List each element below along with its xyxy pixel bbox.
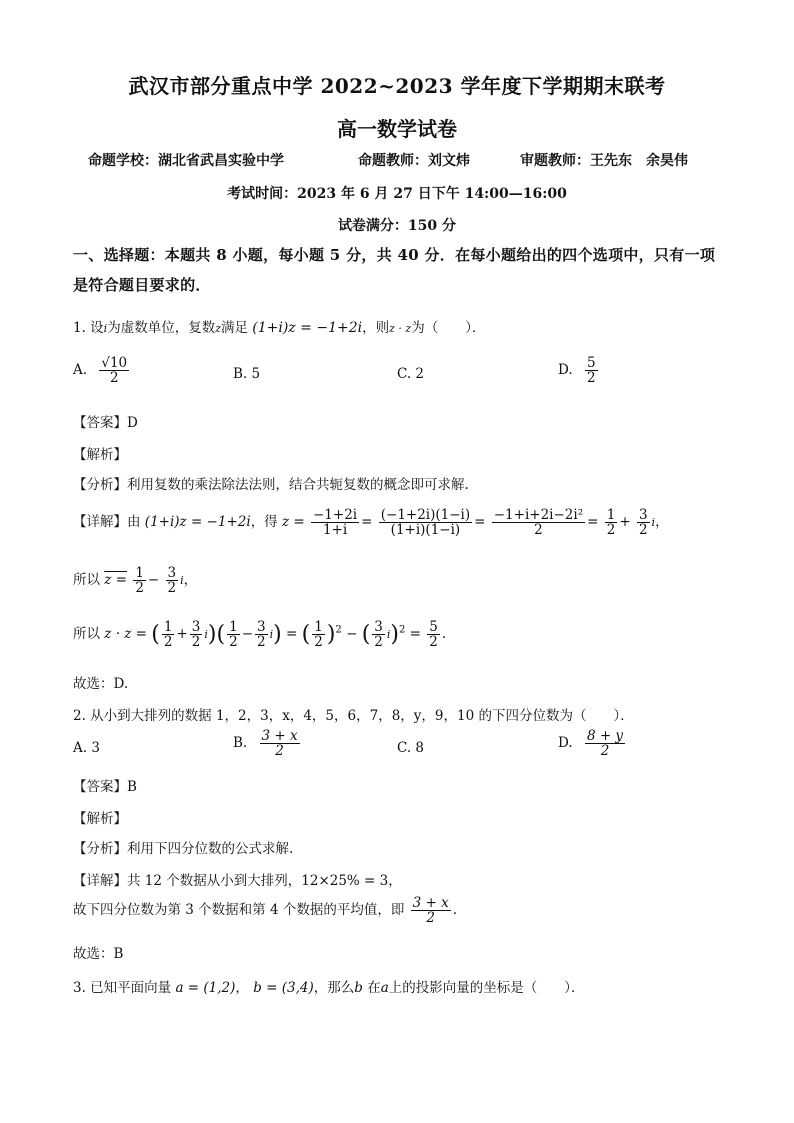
fraction [227, 620, 240, 649]
frac-num: 8 + y [586, 728, 624, 744]
frac-num: 1 [163, 619, 173, 635]
frac-num: 3 [167, 565, 177, 581]
frac-num: 1 [606, 507, 616, 523]
frac-den: 2 [600, 743, 610, 760]
exam-time: 考试时间：2023 年 6 月 27 日下午 14:00—16:00 [227, 186, 567, 202]
frac-den: 2 [374, 634, 383, 651]
fraction [190, 620, 203, 649]
fraction [427, 620, 440, 649]
section-heading-line2: 是符合题目要求的． [73, 276, 211, 294]
q3-stem: 3. 已知平面向量 a = (1,2)， b = (3,4)，那么b 在a上的投影向量的坐标是（ ）． [73, 980, 585, 996]
fraction [492, 508, 585, 537]
q2-analysis-tag: 【解析】 [73, 811, 127, 827]
frac-num: 5 [429, 619, 438, 635]
q1-stem [73, 316, 485, 336]
frac-num: (−1+2i)(1−i) [380, 507, 471, 523]
frac-den: 2 [426, 910, 435, 927]
q3-stem-part: 3. 已知平面向量 [73, 980, 172, 996]
q1-z-conj-product: z · z [389, 322, 412, 335]
frac-den: 1+i [322, 522, 348, 539]
fraction [312, 620, 325, 649]
fraction [637, 508, 650, 537]
q3-stem-part: ，那么 [313, 980, 355, 996]
q3-stem-part: 在 [367, 980, 381, 996]
q1-z-equals: z = [281, 514, 305, 531]
option-label: D. [558, 362, 573, 379]
q2-analysis-text: 利用下四分位数的公式求解. [127, 841, 294, 857]
q1-prod-lhs: z · z = [104, 626, 147, 643]
q3-vector-a: a = (1,2) [175, 980, 236, 996]
q1-prod-prefix: 所以 [73, 626, 100, 643]
q1-option-d [558, 356, 600, 385]
q2-option-b [233, 729, 302, 758]
frac-den: 2 [275, 743, 284, 760]
q1-answer: D [127, 415, 138, 431]
frac-den: 2 [606, 522, 616, 539]
q1-equation: (1+i)z = −1+2i [252, 320, 363, 336]
q2-option-c: C. 8 [397, 740, 425, 756]
option-label: D. [558, 735, 573, 752]
frac-den: 2 [191, 634, 201, 651]
fraction [372, 620, 385, 649]
q1-analysis-text: 利用复数的乘法除法法则，结合共轭复数的概念即可求解. [127, 477, 469, 493]
q2-detail-text: 共 12 个数据从小到大排列，12×25% = 3， [127, 873, 402, 889]
frac-num: 1 [314, 619, 323, 635]
frac-den: 2 [257, 634, 266, 651]
q1-conj-line: 所以 z = $\frac{1}{2}$ − $\frac{3}{2}$ i， [73, 565, 198, 597]
q3-vector-b: b = (3,4) [253, 980, 314, 996]
q1-analysis-line [73, 473, 469, 493]
setter-school: 命题学校：湖北省武昌实验中学 [88, 153, 284, 169]
q1-answer-line [73, 411, 138, 431]
q1-option-c: C. 2 [397, 366, 425, 382]
q3-a-symbol: a [380, 980, 389, 996]
q1-detail-part: ，得 [250, 514, 278, 531]
section-heading-line1: 一、选择题：本题共 8 小题，每小题 5 分，共 40 分．在每小题给出的四个选项中，只有一项 [73, 246, 716, 264]
frac-den: 2 [586, 370, 596, 387]
frac-num: 3 [374, 619, 383, 635]
fraction [133, 566, 146, 595]
frac-den: 2 [109, 370, 119, 387]
q1-detail-part: 由 [127, 514, 141, 531]
q2-stem: 2. 从小到大排列的数据 1，2，3，x，4，5，6，7，8，y，9，10 的下四分位数为（ ）． [73, 708, 634, 724]
frac-num: 1 [135, 565, 144, 581]
q2-option-a: A. 3 [73, 740, 100, 756]
full-score: 试卷满分：150 分 [337, 218, 457, 234]
frac-den: (1+i)(1−i) [390, 522, 461, 539]
option-fraction [585, 729, 625, 758]
exam-title: 武汉市部分重点中学 2022~2023 学年度下学期期末联考 [128, 74, 666, 98]
frac-den: 2 [534, 522, 543, 539]
q1-i-symbol: i [103, 322, 108, 335]
frac-num: −1+i+2i−2i² [493, 507, 584, 523]
q1-option-b: B. 5 [233, 366, 261, 382]
fraction [162, 620, 175, 649]
q1-stem-part: 1. 设 [73, 320, 104, 336]
fraction [379, 508, 472, 537]
q2-answer: B [127, 779, 137, 795]
option-fraction [585, 356, 598, 385]
option-fraction [99, 356, 129, 385]
q1-z-symbol: z [215, 322, 221, 335]
answer-tag: 【答案】 [73, 415, 127, 431]
detail-tag: 【详解】 [73, 873, 127, 889]
frac-num: 3 [638, 507, 648, 523]
q1-conj-lhs: z = [104, 572, 128, 589]
q3-b-symbol: b [354, 980, 363, 996]
q1-conj-prefix: 所以 [73, 572, 100, 589]
frac-num: 3 [257, 619, 266, 635]
frac-num: 3 [191, 619, 201, 635]
analysis-sub-tag: 【分析】 [73, 841, 127, 857]
frac-num: −1+2i [313, 507, 358, 523]
q1-stem-part: ，则 [362, 320, 390, 336]
fraction [605, 508, 618, 537]
frac-den: 2 [163, 634, 173, 651]
option-label: A. [73, 362, 88, 379]
q1-detail-line: 【详解】由 (1+i)z = −1+2i，得 z = $\frac{-1+2i}{1+i}$ = $\frac{(-1+2i)(1-i)}{(1+i)(1-i)}$ = $\frac{\text{−1+i+2i−2i²}}{2}$ = $\frac{1}{2}$ + $\frac{3}{2}$ i， [73, 507, 669, 539]
q1-option-a [73, 356, 131, 385]
q2-detail-line [73, 869, 402, 889]
frac-den: 2 [229, 634, 238, 651]
q2-answer-line [73, 775, 137, 795]
detail-tag: 【详解】 [73, 514, 127, 531]
frac-den: 2 [429, 634, 438, 651]
reviewer-teachers: 审题教师：王先东 余昊伟 [520, 153, 688, 169]
q3-stem-part: 上的投影向量的坐标是（ ）． [388, 980, 585, 996]
option-fraction [260, 729, 300, 758]
frac-num: 5 [586, 355, 596, 371]
frac-den: 2 [638, 522, 648, 539]
frac-num: 1 [229, 619, 238, 635]
q1-product-line: 所以 z · z = ( $\frac{1}{2}$ + $\frac{3}{2}$ i)( $\frac{1}{2}$ − $\frac{3}{2}$ i) = ( $\frac{1}{2}$ )$^2$ − ( $\frac{3}{2}$ i)$^2$ = $\frac{5}{2}$ . [73, 619, 447, 651]
frac-den: 2 [167, 580, 177, 597]
fraction [166, 566, 179, 595]
q1-analysis-tag: 【解析】 [73, 447, 127, 463]
q1-stem-part: 为虚数单位，复数 [107, 320, 216, 336]
fraction [311, 508, 359, 537]
analysis-sub-tag: 【分析】 [73, 477, 127, 493]
frac-num: 3 + x [261, 728, 298, 744]
q1-detail-equation: (1+i)z = −1+2i [144, 514, 251, 531]
exam-subtitle: 高一数学试卷 [337, 117, 457, 141]
frac-num: 3 + x [412, 895, 449, 911]
q2-option-d [558, 729, 627, 758]
q2-detail-text2: 故下四分位数为第 3 个数据和第 4 个数据的平均值，即 [73, 902, 405, 919]
option-label: B. [233, 735, 248, 752]
frac-num: √10 [101, 355, 128, 371]
q2-analysis-line [73, 837, 293, 857]
fraction [411, 896, 451, 925]
setter-teacher: 命题教师：刘文炜 [358, 153, 470, 169]
frac-den: 2 [135, 580, 144, 597]
frac-den: 2 [314, 634, 323, 651]
answer-tag: 【答案】 [73, 779, 127, 795]
q1-choose: 故选：D. [73, 676, 129, 692]
q2-detail-line2: 故下四分位数为第 3 个数据和第 4 个数据的平均值，即 $\frac{3 + x}{2}$ . [73, 895, 458, 927]
q1-stem-part: 为（ ）． [411, 320, 486, 336]
fraction [255, 620, 268, 649]
q2-choose: 故选：B [73, 946, 124, 962]
q1-stem-part: 满足 [221, 320, 248, 336]
